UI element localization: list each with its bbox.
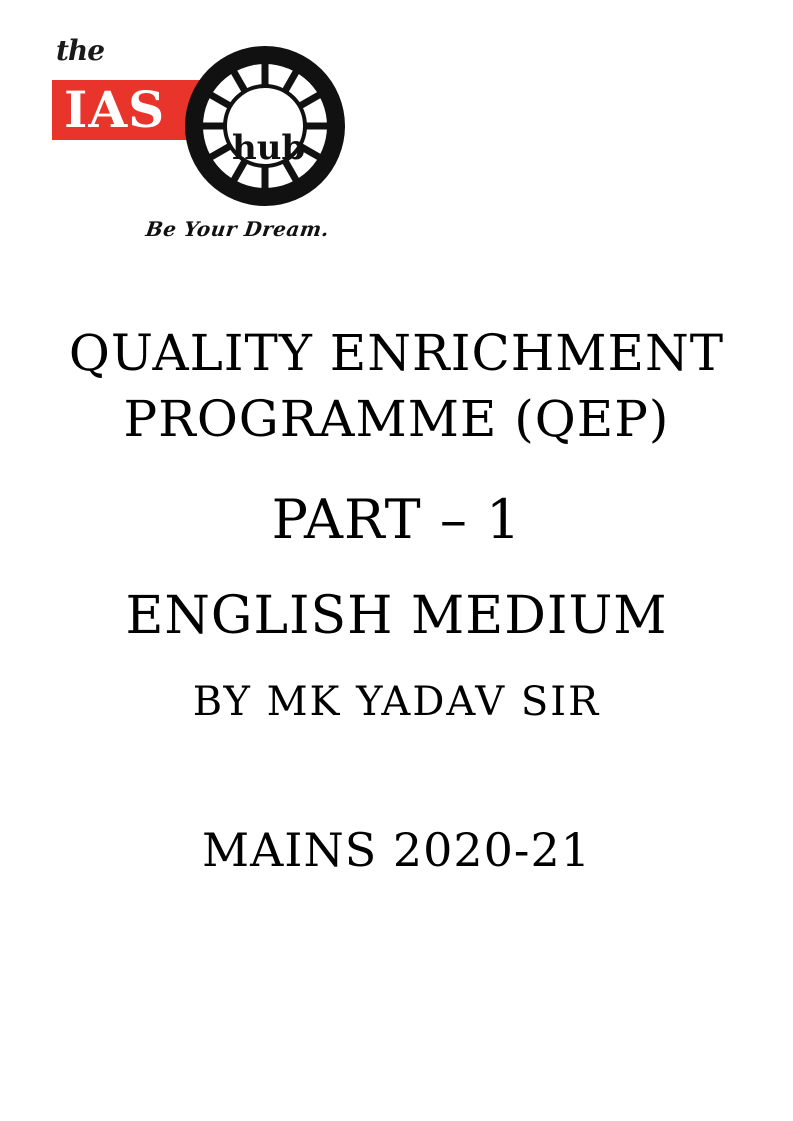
- logo-mark: [46, 32, 346, 212]
- logo-tagline: Be Your Dream.: [144, 217, 331, 241]
- author-label: BY MK YADAV SIR: [192, 679, 601, 725]
- medium-label: ENGLISH MEDIUM: [125, 586, 668, 646]
- ashoka-chakra-icon: [181, 42, 349, 210]
- logo-word-ias: IAS: [64, 80, 166, 139]
- exam-label: MAINS 2020-21: [201, 823, 592, 877]
- logo-word-hub: hub: [232, 128, 306, 168]
- title-block: [0, 320, 793, 892]
- title-line-2: PROGRAMME (QEP): [123, 390, 670, 448]
- title-line-1: QUALITY ENRICHMENT: [68, 324, 725, 382]
- brand-logo: [46, 32, 356, 257]
- logo-word-the: the: [56, 34, 105, 67]
- part-label: PART – 1: [271, 488, 522, 551]
